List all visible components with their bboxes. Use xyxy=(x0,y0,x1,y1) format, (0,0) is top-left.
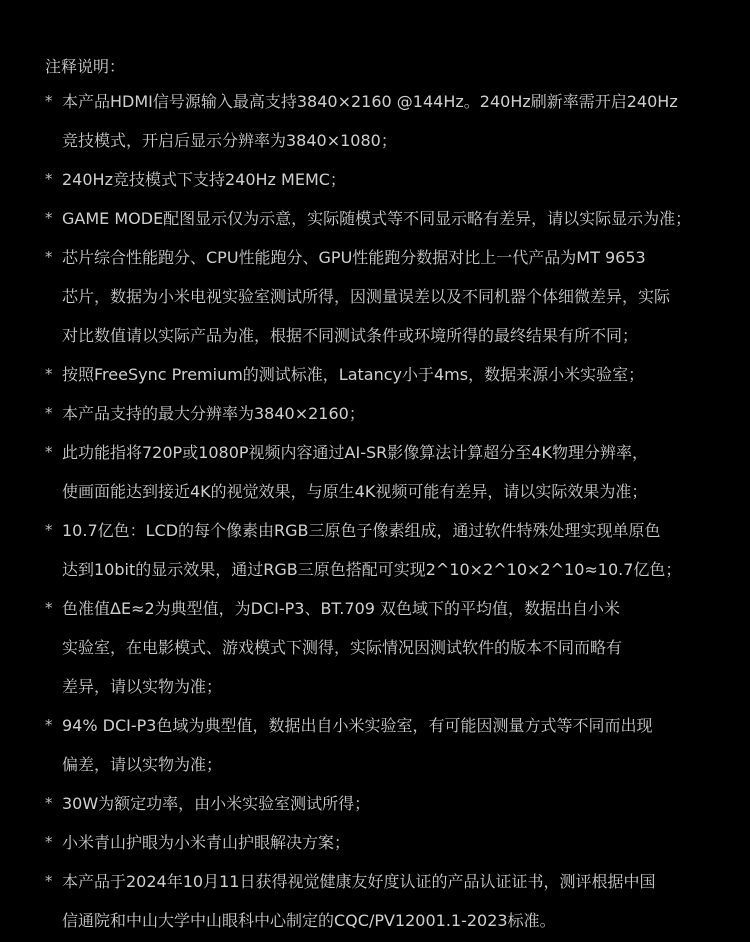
note-item xyxy=(45,784,710,823)
note-bullet: * xyxy=(45,872,53,890)
note-text-line: 竞技模式，开启后显示分辨率为3840×1080； xyxy=(62,131,397,150)
note-bullet: * xyxy=(45,365,53,383)
note-text-line: 信通院和中山大学中山眼科中心制定的CQC/PV12001.1-2023标准。 xyxy=(62,911,556,930)
note-bullet: * xyxy=(45,209,53,227)
note-text-line: 此功能指将720P或1080P视频内容通过AI-SR影像算法计算超分至4K物理分辨率， xyxy=(62,443,648,462)
note-text-line: 对比数值请以实际产品为准，根据不同测试条件或环境所得的最终结果有所不同； xyxy=(62,326,639,345)
note-text-line: 偏差，请以实物为准； xyxy=(62,755,223,774)
note-text-line: GAME MODE配图显示仅为示意，实际随模式等不同显示略有差异，请以实际显示为准； xyxy=(62,209,692,228)
note-text-line: 240Hz竞技模式下支持240Hz MEMC； xyxy=(62,170,346,189)
note-text-line: 94% DCI-P3色域为典型值，数据出自小米实验室，有可能因测量方式等不同而出现 xyxy=(62,716,653,735)
note-item xyxy=(45,862,710,940)
note-item xyxy=(45,589,710,706)
note-text-line: 芯片，数据为小米电视实验室测试所得，因测量误差以及不同机器个体细微差异，实际 xyxy=(62,287,671,306)
note-bullet: * xyxy=(45,599,53,617)
note-item xyxy=(45,823,710,862)
note-text-line: 按照FreeSync Premium的测试标准，Latancy小于4ms，数据来源小米实验室； xyxy=(62,365,645,384)
note-item xyxy=(45,82,710,160)
note-text-line: 达到10bit的显示效果，通过RGB三原色搭配可实现2^10×2^10×2^10≈10.7亿色； xyxy=(62,560,682,579)
note-bullet: * xyxy=(45,521,53,539)
note-text-line: 本产品于2024年10月11日获得视觉健康友好度认证的产品认证证书，测评根据中国 xyxy=(62,872,656,891)
note-text-line: 实验室，在电影模式、游戏模式下测得，实际情况因测试软件的版本不同而略有 xyxy=(62,638,623,657)
note-item xyxy=(45,355,710,394)
note-text-line: 小米青山护眼为小米青山护眼解决方案； xyxy=(62,833,351,852)
note-text-line: 10.7亿色：LCD的每个像素由RGB三原色子像素组成，通过软件特殊处理实现单原色 xyxy=(62,521,661,540)
notes-title: 注释说明： xyxy=(45,57,126,76)
note-item xyxy=(45,394,710,433)
note-bullet: * xyxy=(45,794,53,812)
note-text-line: 使画面能达到接近4K的视觉效果，与原生4K视频可能有差异，请以实际效果为准； xyxy=(62,482,648,501)
note-text-line: 本产品HDMI信号源输入最高支持3840×2160 @144Hz。240Hz刷新率需开启240Hz xyxy=(62,92,678,111)
note-bullet: * xyxy=(45,716,53,734)
note-item xyxy=(45,706,710,784)
note-item xyxy=(45,199,710,238)
note-item xyxy=(45,433,710,511)
notes-section xyxy=(45,52,710,940)
note-bullet: * xyxy=(45,404,53,422)
note-item xyxy=(45,511,710,589)
notes-list xyxy=(45,82,710,940)
note-text-line: 30W为额定功率，由小米实验室测试所得； xyxy=(62,794,371,813)
note-bullet: * xyxy=(45,248,53,266)
note-bullet: * xyxy=(45,833,53,851)
note-item xyxy=(45,238,710,355)
note-bullet: * xyxy=(45,170,53,188)
note-text-line: 芯片综合性能跑分、CPU性能跑分、GPU性能跑分数据对比上一代产品为MT 9653 xyxy=(62,248,646,267)
note-bullet: * xyxy=(45,443,53,461)
note-item xyxy=(45,160,710,199)
note-text-line: 本产品支持的最大分辨率为3840×2160； xyxy=(62,404,365,423)
note-text-line: 差异，请以实物为准； xyxy=(62,677,223,696)
note-bullet: * xyxy=(45,92,53,110)
note-text-line: 色准值ΔE≈2为典型值，为DCI-P3、BT.709 双色域下的平均值，数据出自小米 xyxy=(62,599,621,618)
